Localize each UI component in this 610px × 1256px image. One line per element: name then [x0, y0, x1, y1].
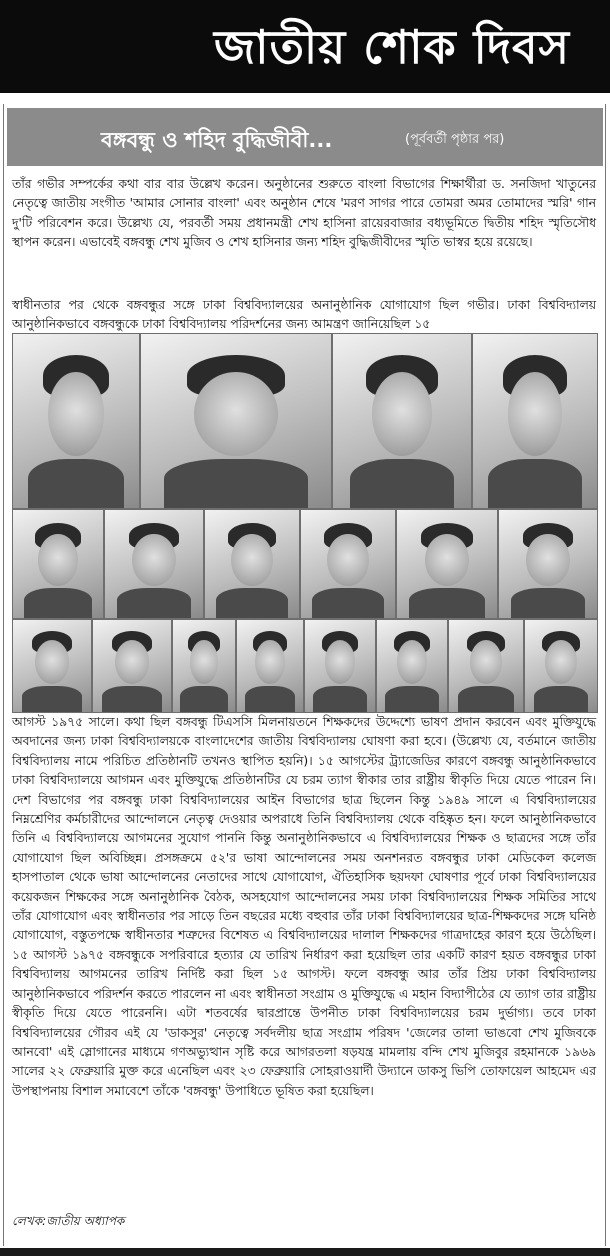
header-band [0, 0, 610, 93]
portrait-collage [12, 333, 598, 713]
bottom-rule [0, 1248, 610, 1256]
portrait-photo [498, 509, 598, 619]
author-byline: লেখক:জাতীয় অধ্যাপক [12, 1214, 125, 1228]
portrait-photo [12, 509, 104, 619]
portrait-photo [104, 509, 204, 619]
portrait-photo-large [140, 333, 332, 509]
portrait-photo [472, 333, 598, 509]
portrait-photo [236, 619, 304, 713]
portrait-photo [304, 619, 376, 713]
section-subheading [7, 108, 603, 166]
portrait-photo [332, 333, 472, 509]
article-paragraph-3: আগস্ট ১৯৭৫ সালে। কথা ছিল বঙ্গবন্ধু টিএসসি মিলনায়তনে শিক্ষকদের উদ্দেশ্যে ভাষণ প্রদান করবেন এবং মুক্তিযুদ্ধে অবদানের জন্য ঢাকা বিশ্ববিদ্যালয়কে বাংলাদেশের জাতীয় বিশ্ববিদ্যালয় ঘোষণা করা হবে। (উল্লেখ্য যে, বর্তমানে জাতীয় বিশ্ববিদ্যালয় নামে পরিচিত প্রতিষ্ঠানটি তখনও স্থাপিত হয়নি)। ১৫ আগস্টের ট্র্যাজেডির কারণে বঙ্গবন্ধু আনুষ্ঠানিকভাবে ঢাকা বিশ্ববিদ্যালয়ে আগমন এবং মুক্তিযুদ্ধে প্রতিষ্ঠানটির যে চরম ত্যাগ স্বীকার তার রাষ্ট্রীয় স্বীকৃতি দিয়ে যেতে পারেন নি। দেশ বিভাগের পর বঙ্গবন্ধু ঢাকা বিশ্ববিদ্যালয়ের আইন বিভাগের ছাত্র ছিলেন কিন্তু ১৯৪৯ সালে এ বিশ্ববিদ্যালয়ের নিম্নশ্রেণির কর্মচারীদের আন্দোলনে নেতৃত্ব দেওয়ার অপরাধে তিনি বিশ্ববিদ্যালয় থেকে বহিষ্কৃত হন। ফলে আনুষ্ঠানিকভাবে তিনি এ বিশ্ববিদ্যালয়ে আগমনের সুযোগ পাননি কিন্তু অনানুষ্ঠানিকভাবে এ বিশ্ববিদ্যালয়ের শিক্ষক ও ছাত্রদের সঙ্গে তাঁর যোগাযোগ ছিল অবিচ্ছিন্ন। প্রসঙ্গক্রমে ৫২'র ভাষা আন্দোলনের সময় অনশনরত বঙ্গবন্ধুর ঢাকা মেডিকেল কলেজ হাসপাতাল থেকে ভাষা আন্দোলনের নেতাদের সাথে যোগাযোগ, ঐতিহাসিক ছয়দফা ঘোষণার পূর্বে ঢাকা বিশ্ববিদ্যালয়ের কয়েকজন শিক্ষকের সঙ্গে অনানুষ্ঠানিক বৈঠক, অসহযোগ আন্দোলনের সময় ঢাকা বিশ্ববিদ্যালয়ের শিক্ষক সমিতির সাথে তাঁর যোগাযোগ এবং স্বাধীনতার পর সাড়ে তিন বছরের মধ্যে বহুবার তাঁর ঢাকা বিশ্ববিদ্যালয়ের ছাত্র-শিক্ষকদের সঙ্গে ঘনিষ্ঠ যোগাযোগ, বস্তুতপক্ষে স্বাধীনতার শত্রুদের বিশেষত এ বিশ্ববিদ্যালয়ের দালাল শিক্ষকদের গাত্রদাহের কারণ হয়ে উঠেছিল। ১৫ আগস্ট ১৯৭৫ বঙ্গবন্ধুকে সপরিবারে হত্যার যে তারিখ নির্ধারণ করা হয়েছিল তার একটি কারণ হয়ত বঙ্গবন্ধুর ঢাকা বিশ্ববিদ্যালয় আগমনের তারিখ নির্দিষ্ট করা ছিল ১৫ আগস্ট। ফলে বঙ্গবন্ধু আর তাঁর প্রিয় ঢাকা বিশ্ববিদ্যালয় আনুষ্ঠানিকভাবে পরিদর্শন করতে পারলেন না এবং স্বাধীনতা সংগ্রাম ও মুক্তিযুদ্ধে এ মহান বিদ্যাপীঠের যে ত্যাগ তার রাষ্ট্রীয় স্বীকৃতি দিয়ে যেতে পারেননি। এটা শতবর্ষের দ্বারপ্রান্তে উপনীত ঢাকা বিশ্ববিদ্যালয়ের চরম দুর্ভাগ্য। তবে ঢাকা বিশ্ববিদ্যালয়ের গৌরব এই যে 'ডাকসুর' নেতৃত্বে সর্বদলীয় ছাত্র সংগ্রাম পরিষদ 'জেলের তালা ভাঙবো শেখ মুজিবকে আনবো' এই স্লোগানের মাধ্যমে গণঅভ্যুত্থান সৃষ্টি করে আগরতলা ষড়যন্ত্র মামলায় বন্দি শেখ মুজিবুর রহমানকে ১৯৬৯ সালের ২২ ফেব্রুয়ারি মুক্ত করে এনেছিল এবং ২৩ ফেব্রুয়ারি সোহরাওয়ার্দী উদ্যানে ডাকসু ভিপি তোফায়েল আহমেদ এর উপস্থাপনায় বিশাল সমাবেশে তাঁকে 'বঙ্গবন্ধু' উপাধিতে ভূষিত করা হয়েছিল। [12, 715, 596, 1098]
portrait-photo [12, 333, 140, 509]
portrait-photo [300, 509, 396, 619]
portrait-photo [172, 619, 236, 713]
article-paragraph-2: স্বাধীনতার পর থেকে বঙ্গবন্ধুর সঙ্গে ঢাকা বিশ্ববিদ্যালয়ের অনানুষ্ঠানিক যোগাযোগ ছিল গভীর। ঢাকা বিশ্ববিদ্যালয় আনুষ্ঠানিকভাবে বঙ্গবন্ধুকে ঢাকা বিশ্ববিদ্যালয় পরিদর্শনের জন্য আমন্ত্রণ জানিয়েছিল ১৫ [12, 298, 596, 332]
article-paragraph-1: তাঁর গভীর সম্পর্কের কথা বার বার উল্লেখ করেন। অনুষ্ঠানের শুরুতে বাংলা বিভাগের শিক্ষার্থীরা ড. সনজিদা খাতুনের নেতৃত্বে জাতীয় সংগীত 'আমার সোনার বাংলা' এবং অনুষ্ঠান শেষে 'মরণ সাগর পারে তোমরা অমর তোমাদের স্মরি' গান দু'টি পরিবেশন করে। উল্লেখ্য যে, পরবর্তী সময় প্রধানমন্ত্রী শেখ হাসিনা রায়েরবাজার বধ্যভূমিতে দ্বিতীয় শহিদ স্মৃতিসৌধ স্থাপন করেন। এভাবেই বঙ্গবন্ধু শেখ মুজিব ও শেখ হাসিনার জন্য শহিদ বুদ্ধিজীবীদের স্মৃতি ভাস্বর হয়ে রয়েছে। [12, 177, 596, 250]
continuation-note: (পূর্ববর্তী পৃষ্ঠার পর) [405, 132, 505, 147]
portrait-photo [396, 509, 498, 619]
portrait-photo [12, 619, 92, 713]
page-title: জাতীয় শোক দিবস [213, 20, 570, 74]
portrait-photo [524, 619, 598, 713]
portrait-photo [204, 509, 300, 619]
subheading-title: বঙ্গবন্ধু ও শহিদ বুদ্ধিজীবী... [101, 128, 333, 152]
portrait-photo [376, 619, 448, 713]
portrait-photo [92, 619, 172, 713]
portrait-photo [448, 619, 524, 713]
